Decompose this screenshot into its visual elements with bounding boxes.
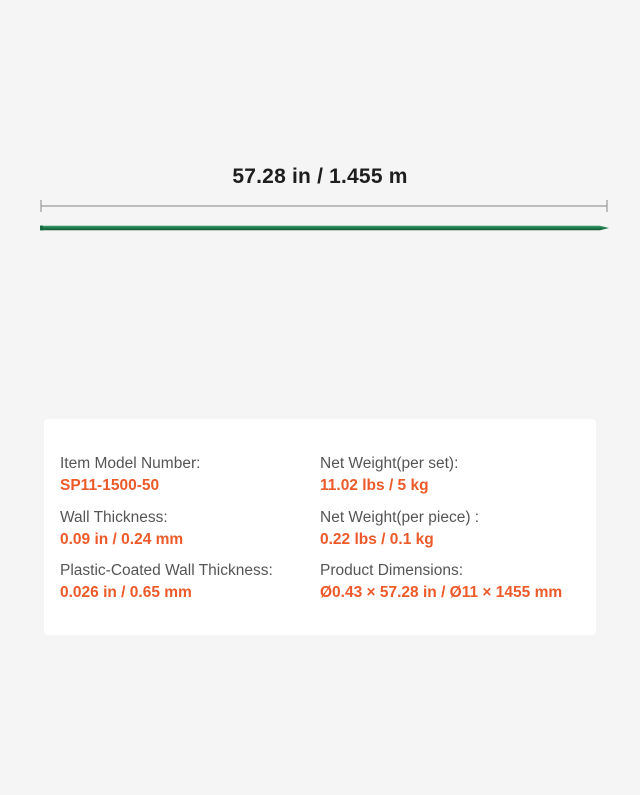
spec-label: Net Weight(per set):	[320, 455, 459, 472]
spec-label: Plastic-Coated Wall Thickness:	[60, 562, 273, 579]
spec-value: 0.22 lbs / 0.1 kg	[320, 531, 434, 548]
length-dimension-label: 57.28 in / 1.455 m	[232, 165, 408, 188]
dimension-line-icon	[40, 198, 608, 214]
spec-item-wall-thickness	[60, 508, 183, 550]
plant-stake-image	[40, 224, 610, 232]
spec-value: 11.02 lbs / 5 kg	[320, 477, 429, 494]
spec-value: 0.09 in / 0.24 mm	[60, 531, 184, 548]
spec-value: SP11-1500-50	[60, 477, 160, 494]
spec-item-net-weight-set	[320, 454, 458, 496]
spec-item-coated-wall-thickness	[60, 561, 273, 603]
spec-label: Net Weight(per piece) :	[320, 509, 480, 526]
spec-label: Item Model Number:	[60, 455, 201, 472]
spec-item-net-weight-piece	[320, 508, 479, 550]
spec-value: 0.026 in / 0.65 mm	[60, 584, 192, 601]
spec-label: Wall Thickness:	[60, 509, 168, 526]
spec-label: Product Dimensions:	[320, 562, 464, 579]
spec-card	[44, 419, 596, 635]
spec-item-model-number	[60, 454, 200, 496]
spec-value: Ø0.43 × 57.28 in / Ø11 × 1455 mm	[320, 584, 563, 601]
spec-item-product-dimensions	[320, 561, 562, 603]
